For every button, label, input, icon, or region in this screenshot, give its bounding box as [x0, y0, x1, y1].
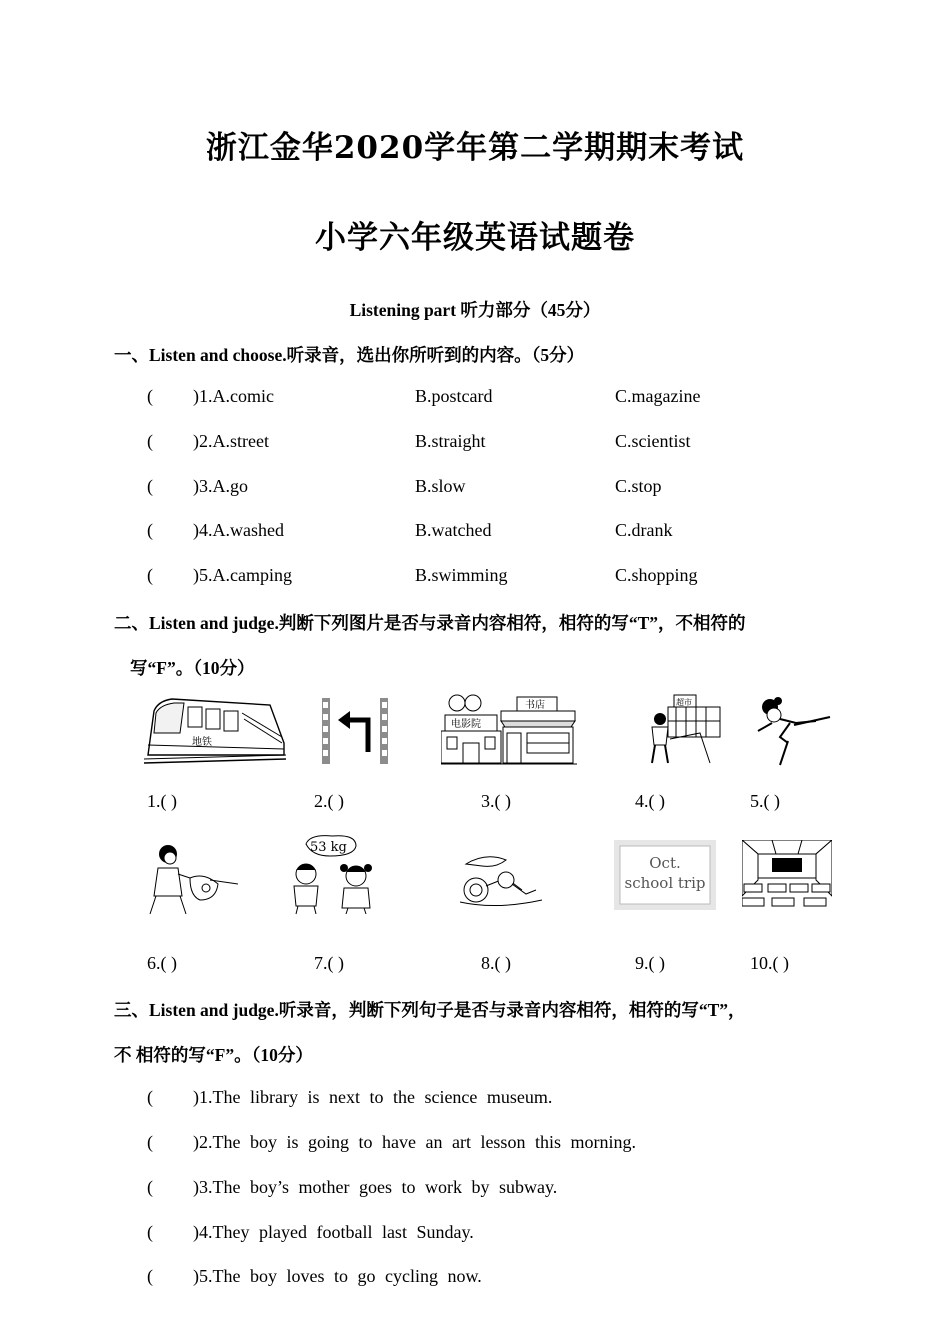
s3-item-5	[147, 1266, 482, 1287]
option-c: C.scientist	[615, 431, 691, 451]
picture-4-answer[interactable]: 4.( )	[635, 791, 665, 811]
supermarket-text: 超市	[676, 698, 692, 707]
picture-8-answer[interactable]: 8.( )	[481, 953, 511, 973]
part-title: Listening part 听力部分（45分）	[349, 300, 601, 320]
option-b: B.swimming	[415, 565, 508, 585]
kungfu-girl-picture	[750, 693, 832, 767]
option-c: C.shopping	[615, 565, 698, 585]
section2-heading-line2: 写“F”。（10分）	[130, 658, 255, 678]
option-a: )4.A.washed	[193, 520, 284, 540]
cinema-bookstore-picture	[441, 693, 577, 767]
s3-item-3	[147, 1177, 557, 1198]
section3-heading-line1: 三、Listen and judge.听录音，判断下列句子是否与录音内容相符，相符的写“T”，	[114, 1000, 746, 1020]
option-b: B.watched	[415, 520, 492, 540]
woman-laundry-picture	[146, 840, 238, 916]
picture-2-answer[interactable]: 2.( )	[314, 791, 344, 811]
answer-blank[interactable]: (	[147, 386, 153, 406]
sentence-text: )5.The boy loves to go cycling now.	[193, 1266, 482, 1286]
answer-blank[interactable]: (	[147, 1222, 153, 1242]
answer-blank[interactable]: (	[147, 1087, 153, 1107]
picture-1-answer[interactable]: 1.( )	[147, 791, 177, 811]
classroom-picture	[742, 840, 832, 910]
answer-blank[interactable]: (	[147, 520, 153, 540]
option-a: )1.A.comic	[193, 386, 274, 406]
answer-blank[interactable]: (	[147, 1266, 153, 1286]
bike-fall-picture	[456, 850, 546, 910]
option-c: C.stop	[615, 476, 662, 496]
supermarket-picture	[640, 693, 724, 767]
weight-text: 53 kg	[310, 840, 347, 855]
s1-item-3	[147, 476, 248, 497]
school-trip-sign-picture	[614, 840, 716, 910]
option-b: B.postcard	[415, 386, 493, 406]
s1-item-2	[147, 431, 269, 452]
sentence-text: )2.The boy is going to have an art lesson this morning.	[193, 1132, 636, 1152]
picture-6-answer[interactable]: 6.( )	[147, 953, 177, 973]
answer-blank[interactable]: (	[147, 565, 153, 585]
section2-heading-line1: 二、Listen and judge.判断下列图片是否与录音内容相符，相符的写“T”，不相符的	[114, 613, 746, 633]
sentence-text: )4.They played football last Sunday.	[193, 1222, 474, 1242]
kids-weight-picture	[284, 834, 384, 916]
s1-item-4	[147, 520, 284, 541]
option-a: )5.A.camping	[193, 565, 292, 585]
option-c: C.drank	[615, 520, 673, 540]
turn-left-sign-picture	[322, 698, 388, 764]
picture-7-answer[interactable]: 7.( )	[314, 953, 344, 973]
title-line-1: 浙江金华2020学年第二学期期末考试	[205, 130, 745, 166]
option-b: B.straight	[415, 431, 486, 451]
answer-blank[interactable]: (	[147, 431, 153, 451]
option-a: )3.A.go	[193, 476, 248, 496]
s3-item-1	[147, 1087, 552, 1108]
answer-blank[interactable]: (	[147, 476, 153, 496]
sign-line-2: school trip	[624, 874, 706, 892]
subway-text: 地铁	[192, 737, 212, 748]
bookstore-text: 书店	[525, 700, 545, 711]
option-b: B.slow	[415, 476, 466, 496]
answer-blank[interactable]: (	[147, 1132, 153, 1152]
sentence-text: )3.The boy’s mother goes to work by subway.	[193, 1177, 558, 1197]
s3-item-4	[147, 1222, 474, 1243]
sign-line-1: Oct.	[649, 854, 681, 872]
sentence-text: )1.The library is next to the science museum.	[193, 1087, 553, 1107]
option-a: )2.A.street	[193, 431, 269, 451]
s1-item-5	[147, 565, 292, 586]
s3-item-2	[147, 1132, 636, 1153]
cinema-text: 电影院	[451, 719, 481, 730]
section3-heading-line2: 不 相符的写“F”。（10分）	[114, 1045, 313, 1065]
title-line-2: 小学六年级英语试题卷	[315, 220, 635, 256]
section1-heading: 一、Listen and choose.听录音，选出你所听到的内容。（5分）	[114, 345, 585, 365]
answer-blank[interactable]: (	[147, 1177, 153, 1197]
picture-10-answer[interactable]: 10.( )	[750, 953, 789, 973]
picture-3-answer[interactable]: 3.( )	[481, 791, 511, 811]
option-c: C.magazine	[615, 386, 701, 406]
subway-train-picture	[144, 693, 286, 767]
picture-5-answer[interactable]: 5.( )	[750, 791, 780, 811]
s1-item-1	[147, 386, 274, 407]
picture-9-answer[interactable]: 9.( )	[635, 953, 665, 973]
